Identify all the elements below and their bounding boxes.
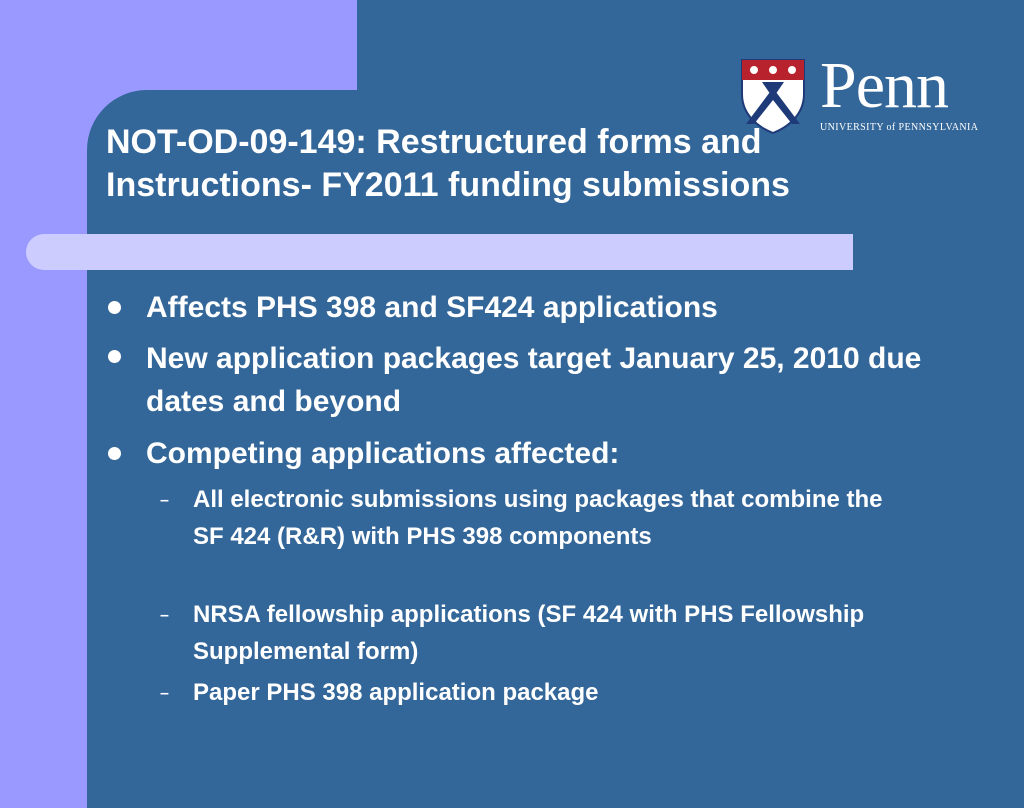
bullet-item: New application packages target January 25, 2010 due dates and beyond: [146, 342, 922, 418]
slide-title: NOT-OD-09-149: Restructured forms and Instructions- FY2011 funding submissions: [106, 123, 790, 204]
sub-bullet-item: NRSA fellowship applications (SF 424 with PHS Fellowship Supplemental form): [193, 601, 865, 665]
bullet-item: Affects PHS 398 and SF424 applications: [146, 291, 718, 324]
logo-wordmark: Penn: [820, 49, 948, 122]
bullet-item: Competing applications affected:: [146, 437, 620, 470]
logo-subtitle: UNIVERSITY of PENNSYLVANIA: [820, 122, 979, 133]
sub-bullet-marker: –: [160, 685, 169, 702]
title-underline-bar: [26, 234, 853, 270]
sub-bullet-marker: –: [160, 607, 169, 624]
sub-bullet-marker: –: [160, 492, 169, 509]
bullet-marker: [108, 350, 121, 363]
bullet-marker: [108, 447, 121, 460]
bullet-marker: [108, 301, 121, 314]
sub-bullet-item: All electronic submissions using packages that combine the SF 424 (R&R) with PHS 398 components: [193, 486, 883, 550]
sub-bullet-item: Paper PHS 398 application package: [193, 679, 599, 706]
